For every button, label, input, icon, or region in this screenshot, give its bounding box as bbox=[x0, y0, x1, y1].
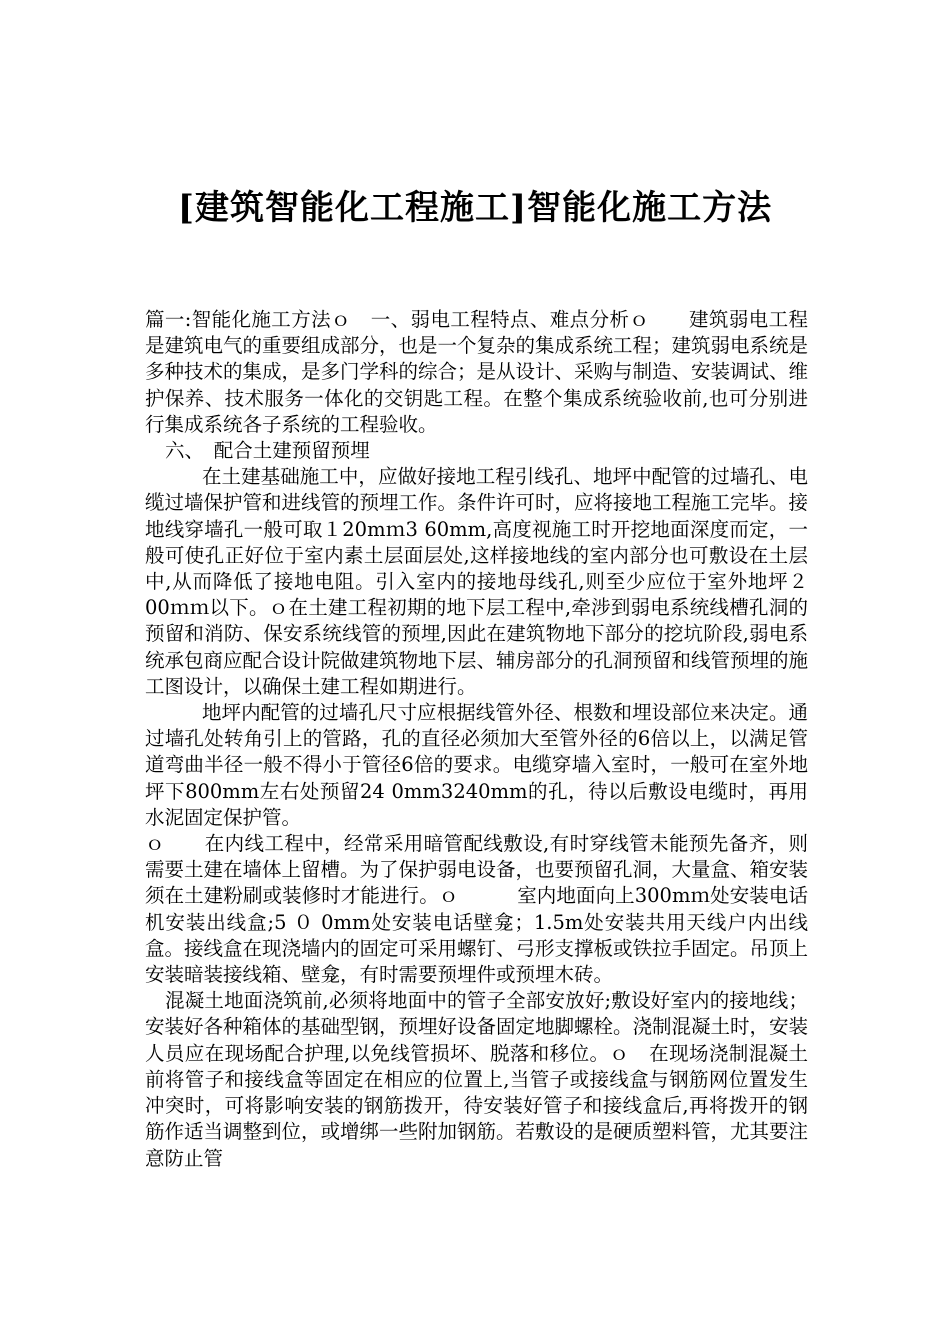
paragraph-floor-piping: 地坪内配管的过墙孔尺寸应根据线管外径、根数和埋设部位来决定。通过墙孔处转角引上的管路，孔的直径必须加大至管外径的6倍以上，以满足管道弯曲半径一般不得小于管径6倍的要求。电缆穿墙入室时，一般可在室外地坪下800mm左右处预留24 0mm3240mm的孔，待以后敷设电缆时，再用水泥固定保护管。 bbox=[145, 701, 808, 829]
paragraph-internal-wiring: ｏ 在内线工程中，经常采用暗管配线敷设,有时穿线管未能预先备齐，则需要土建在墙体上留槽。为了保护弱电设备，也要预留孔洞，大量盒、箱安装须在土建粉刷或装修时才能进行。ｏ 室内地面向上300mｍ处安装电话机安装出线盒;5 ０ 0mm处安装电话壁龛；1.5m处安装共用天线户内出线盒。接线盒在现浇墙内的固定可采用螺钉、弓形支撑板或铁拉手固定。吊顶上安装暗装接线箱、壁龛，有时需要预埋件或预埋木砖。 bbox=[145, 832, 809, 987]
section-heading-six: 六、 配合土建预留预埋 bbox=[165, 439, 370, 463]
paragraph-foundation: 在土建基础施工中，应做好接地工程引线孔、地坪中配管的过墙孔、电缆过墙保护管和进线管的预埋工作。条件许可时，应将接地工程施工完毕。接地线穿墙孔一般可取１20mｍ3 60mm,高度视施工时开挖地面深度而定，一般可使孔正好位于室内素土层面层处,这样接地线的室内部分也可敷设在土层中,从而降低了接地电阻。引入室内的接地母线孔,则至少应位于室外地坪２ 00ｍｍ以下。ｏ在土建工程初期的地下层工程中,牵涉到弱电系统线槽孔洞的预留和消防、保安系统线管的预埋,因此在建筑物地下部分的挖坑阶段,弱电系统承包商应配合设计院做建筑物地下层、辅房部分的孔洞预留和线管预埋的施工图设计，以确保土建工程如期进行。 bbox=[145, 465, 809, 698]
paragraph-concrete: 混凝土地面浇筑前,必须将地面中的管子全部安放好;敷设好室内的接地线；安装好各种箱体的基础型钢，预埋好设备固定地脚螺栓。浇制混凝土时，安装人员应在现场配合护理,以免线管损坏、脱落和移位。ｏ 在现场浇制混凝土前将管子和接线盒等固定在相应的位置上,当管子或接线盒与钢筋网位置发生冲突时，可将影响安装的钢筋拨开，待安装好管子和接线盒后,再将拨开的钢筋作适当调整到位，或增绑一些附加钢筋。若敷设的是硬质塑料管，尤其要注意防止管 bbox=[145, 989, 809, 1170]
document-body bbox=[145, 307, 808, 1172]
paragraph-intro: 篇一:智能化施工方法ｏ 一、弱电工程特点、难点分析ｏ 建筑弱电工程是建筑电气的重要组成部分，也是一个复杂的集成系统工程；建筑弱电系统是多种技术的集成，是多门学科的综合；是从设计、采购与制造、安装调试、维护保养、技术服务一体化的交钥匙工程。在整个集成系统验收前,也可分别进行集成系统各子系统的工程验收。 bbox=[145, 308, 809, 436]
document-title: [建筑智能化工程施工]智能化施工方法 bbox=[177, 188, 773, 228]
